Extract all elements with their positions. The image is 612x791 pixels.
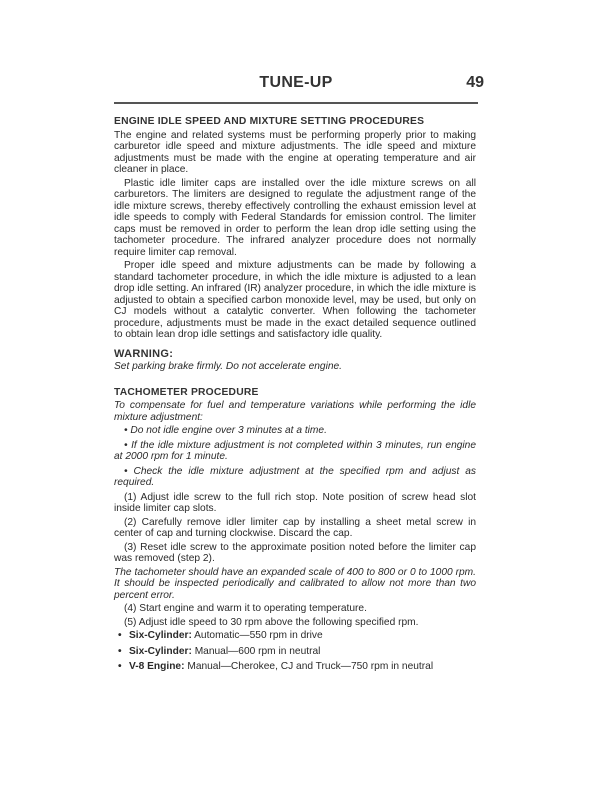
step-item: (2) Carefully remove idler limiter cap by installing a sheet metal screw in center of cap and turning clockwise. Discard the cap.: [114, 516, 476, 539]
spacer: [114, 375, 476, 385]
procedure-intro: To compensate for fuel and temperature variations while performing the idle mixture adjustment:: [114, 400, 476, 423]
step-item: (5) Adjust idle speed to 30 rpm above the following specified rpm.: [124, 616, 419, 628]
spec-label: Six-Cylinder:: [129, 645, 192, 657]
bullet-item: • Do not idle engine over 3 minutes at a time.: [124, 425, 327, 436]
spec-item: [114, 646, 476, 658]
paragraph: Plastic idle limiter caps are installed over the idle mixture screws on all carburetors. The limiters are designed to regulate the adjustment range of the idle mixture screws, thereby effectively controlling the exhaust emission level at idle speeds to comply with Federal Standards for emission control. The limiter caps must be removed in order to perform the lean drop idle setting using the tachometer procedure. The infrared analyzer procedure does not normally require limiter cap removal.: [114, 177, 476, 258]
spec-item: [114, 661, 476, 673]
tachometer-note: The tachometer should have an expanded scale of 400 to 800 or 0 to 1000 rpm. It should be inspected periodically and calibrated to allow not more than two percent error.: [114, 566, 476, 601]
bullet-item: • If the idle mixture adjustment is not completed within 3 minutes, run engine at 2000 rpm for 1 minute.: [114, 439, 476, 462]
bullet-dot: •: [118, 630, 122, 641]
page-title: TUNE-UP: [259, 74, 333, 91]
step-item: (3) Reset idle screw to the approximate position noted before the limiter cap was removed (step 2).: [114, 541, 476, 564]
paragraph: The engine and related systems must be performing properly prior to making carburetor idle speed and mixture adjustments. The idle speed and mixture adjustments must be made with the engine at operating temperature and air cleaner in place.: [114, 129, 476, 175]
spec-label: V-8 Engine:: [129, 661, 185, 672]
spec-label: Six-Cylinder:: [129, 630, 192, 641]
section-heading-idle-speed: ENGINE IDLE SPEED AND MIXTURE SETTING PROCEDURES: [114, 116, 425, 127]
spec-value: Manual—600 rpm in neutral: [194, 645, 321, 657]
bullet-dot: •: [118, 661, 122, 672]
paragraph: Proper idle speed and mixture adjustments can be made by following a standard tachometer procedure, in which the idle mixture is adjusted to a lean drop idle setting. An infrared (IR) analyzer procedure, in which the idle mixture is adjusted to obtain a specified carbon monoxide level, may be used, but only on CJ models without a catalytic converter. When following the tachometer procedure, adjustments must be made in the exact detailed sequence outlined to obtain lean drop idle settings and satisfactory idle quality.: [114, 260, 476, 340]
spec-value: Automatic—550 rpm in drive: [194, 630, 323, 641]
page-content: [114, 114, 476, 677]
page-header: [114, 74, 484, 100]
section-heading-tachometer: TACHOMETER PROCEDURE: [114, 386, 259, 398]
rpm-spec-list: [114, 630, 476, 673]
bullet-dot: •: [118, 645, 122, 657]
warning-heading: WARNING:: [114, 347, 174, 360]
step-item: (1) Adjust idle screw to the full rich stop. Note position of screw head slot inside limiter cap slots.: [114, 491, 476, 514]
header-rule: [114, 102, 478, 104]
warning-text: Set parking brake firmly. Do not accelerate engine.: [114, 361, 343, 372]
page-number: 49: [466, 74, 484, 91]
bullet-item: • Check the idle mixture adjustment at the specified rpm and adjust as required.: [114, 465, 476, 488]
spec-item: [114, 630, 476, 642]
spec-value: Manual—Cherokee, CJ and Truck—750 rpm in neutral: [187, 661, 434, 672]
step-item: (4) Start engine and warm it to operating temperature.: [124, 603, 367, 614]
